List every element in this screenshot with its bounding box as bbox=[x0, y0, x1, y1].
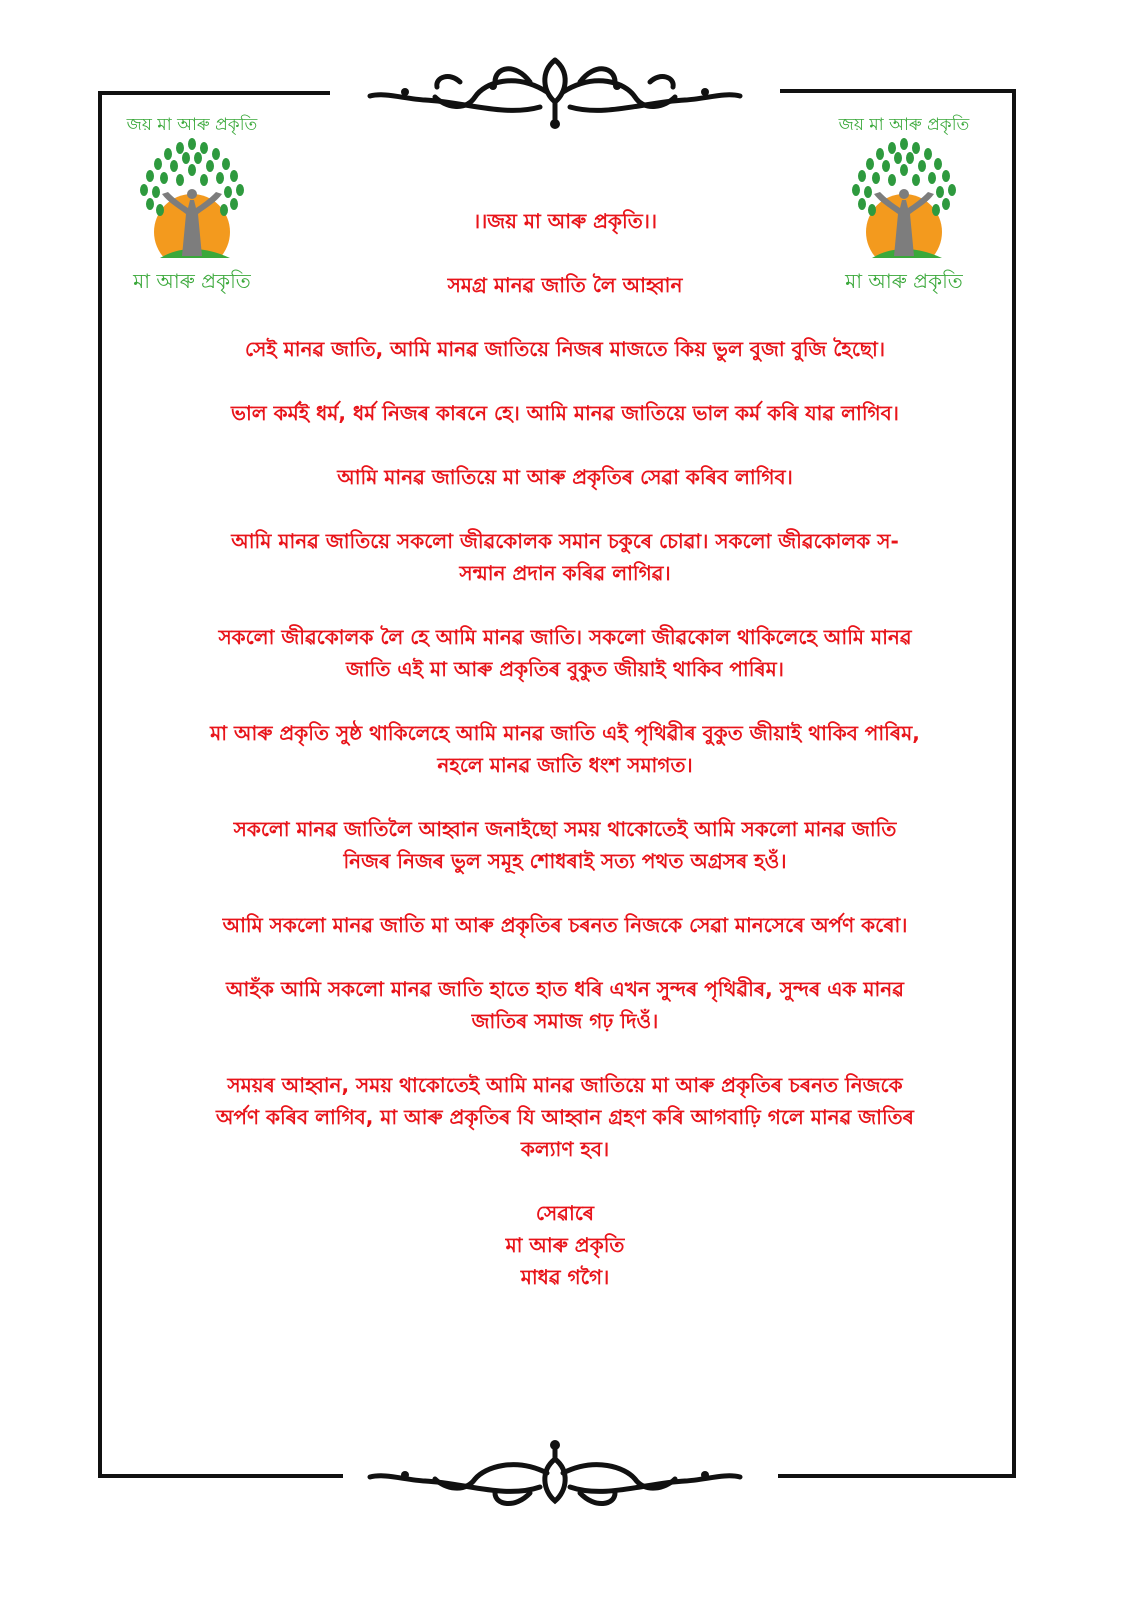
paragraph: আহঁক আমি সকলো মানৱ জাতি হাতে হাত ধৰি এখন সুন্দৰ পৃথিৱীৰ, সুন্দৰ এক মানৱ জাতিৰ সমাজ গঢ় দিওঁ। bbox=[226, 977, 904, 1033]
signature-line-1: সেৱাৰে bbox=[535, 1201, 595, 1225]
logo-left-top-text: জয় মা আৰু প্ৰকৃতি bbox=[126, 115, 258, 135]
signature-line-3: মাধৱ গগৈ। bbox=[520, 1265, 610, 1289]
frame-top-left bbox=[98, 91, 330, 95]
paragraph: সেই মানৱ জাতি, আমি মানৱ জাতিয়ে নিজৰ মাজতে কিয় ভুল বুজা বুজি হৈছো। bbox=[244, 337, 886, 361]
signature-line-2: মা আৰু প্ৰকৃতি bbox=[505, 1233, 625, 1257]
paragraph: আমি মানৱ জাতিয়ে সকলো জীৱকোলক সমান চকুৰে চোৱা। সকলো জীৱকোলক স- সন্মান প্ৰদান কৰিৱ লাগিৱ। bbox=[231, 529, 899, 585]
logo-right-top-text: জয় মা আৰু প্ৰকৃতি bbox=[838, 115, 970, 135]
letter-body bbox=[210, 205, 920, 1293]
frame-top-right bbox=[780, 89, 1016, 93]
logo-left-bottom-text: মা আৰু প্ৰকৃতি bbox=[133, 269, 251, 293]
frame-bottom-right bbox=[778, 1474, 1016, 1478]
frame-bottom-left bbox=[98, 1474, 343, 1478]
subheading: সমগ্ৰ মানৱ জাতি লৈ আহ্বান bbox=[447, 273, 683, 297]
top-ornament-icon bbox=[365, 52, 745, 132]
paragraph: সকলো জীৱকোলক লৈ হে আমি মানৱ জাতি। সকলো জীৱকোল থাকিলেহে আমি মানৱ জাতি এই মা আৰু প্ৰকৃতিৰ বুকুত জীয়াই থাকিব পাৰিম। bbox=[218, 625, 912, 681]
bottom-ornament-icon bbox=[365, 1437, 745, 1517]
paragraph: আমি মানৱ জাতিয়ে মা আৰু প্ৰকৃতিৰ সেৱা কৰিব লাগিব। bbox=[337, 465, 793, 489]
logo-right-bottom-text: মা আৰু প্ৰকৃতি bbox=[845, 269, 963, 293]
heading: ।।জয় মা আৰু প্ৰকৃতি।। bbox=[472, 209, 658, 233]
paragraph: সময়ৰ আহ্বান, সময় থাকোতেই আমি মানৱ জাতিয়ে মা আৰু প্ৰকৃতিৰ চৰনত নিজকে অৰ্পণ কৰিব লাগিব, মা আৰু প্ৰকৃতিৰ যি আহ্বান গ্ৰহণ কৰি আগবাঢ়ি গলে মানৱ জাতিৰ কল্যাণ হব। bbox=[216, 1073, 914, 1161]
paragraph: আমি সকলো মানৱ জাতি মা আৰু প্ৰকৃতিৰ চৰনত নিজকে সেৱা মানসেৰে অৰ্পণ কৰো। bbox=[222, 913, 908, 937]
frame-right bbox=[1012, 89, 1016, 1478]
paragraph: মা আৰু প্ৰকৃতি সুষ্ঠ থাকিলেহে আমি মানৱ জাতি এই পৃথিৱীৰ বুকুত জীয়াই থাকিব পাৰিম, নহলে মানৱ জাতি ধংশ সমাগত। bbox=[210, 721, 920, 777]
paragraph: সকলো মানৱ জাতিলৈ আহ্বান জনাইছো সময় থাকোতেই আমি সকলো মানৱ জাতি নিজৰ নিজৰ ভুল সমূহ শোধৰাই সত্য পথত অগ্ৰসৰ হওঁ। bbox=[233, 817, 897, 873]
paragraph: ভাল কৰ্মই ধৰ্ম, ধৰ্ম নিজৰ কাৰনে হে। আমি মানৱ জাতিয়ে ভাল কৰ্ম কৰি যাৱ লাগিব। bbox=[231, 401, 899, 425]
